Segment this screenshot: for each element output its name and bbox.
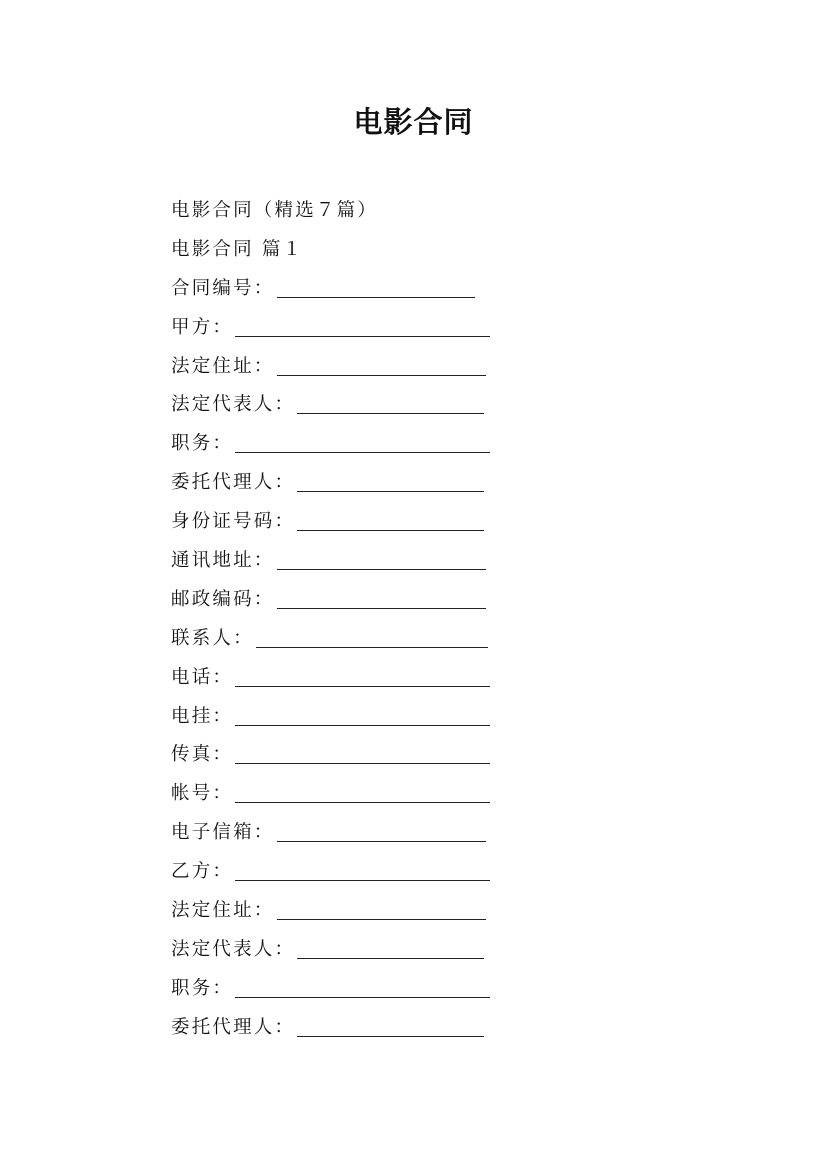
- field-label: 乙方：: [171, 861, 234, 883]
- form-field: [171, 892, 671, 931]
- fill-in-blank: [256, 646, 488, 648]
- form-field: [171, 659, 671, 698]
- fill-in-blank: [297, 490, 484, 492]
- form-field: [171, 464, 671, 503]
- form-field: [171, 620, 671, 659]
- form-field: [171, 853, 671, 892]
- fill-in-blank: [235, 685, 490, 687]
- fill-in-blank: [277, 374, 486, 376]
- field-label: 传真：: [171, 744, 234, 766]
- fill-in-blank: [297, 412, 484, 414]
- field-label: 职务：: [171, 977, 234, 999]
- fill-in-blank: [297, 529, 484, 531]
- field-label: 法定代表人：: [171, 938, 296, 960]
- field-label: 邮政编码：: [171, 588, 275, 610]
- field-label: 法定代表人：: [171, 394, 296, 416]
- fill-in-blank: [277, 607, 486, 609]
- collection-subtitle: 电影合同（精选７篇）: [171, 200, 379, 221]
- field-label: 法定住址：: [171, 900, 275, 922]
- field-label: 联系人：: [171, 627, 254, 649]
- field-label: 电挂：: [171, 705, 234, 727]
- fill-in-blank: [235, 801, 490, 803]
- field-label: 身份证号码：: [171, 511, 296, 533]
- field-label: 法定住址：: [171, 355, 275, 377]
- form-field: [171, 503, 671, 542]
- form-field: [171, 970, 671, 1009]
- field-label: 电话：: [171, 666, 234, 688]
- form-field: [171, 581, 671, 620]
- form-field: [171, 309, 671, 348]
- form-field: [171, 542, 671, 581]
- document-title: 电影合同: [353, 105, 474, 139]
- fill-in-blank: [235, 451, 490, 453]
- form-field: [171, 386, 671, 425]
- document-body: [171, 192, 671, 1048]
- fill-in-blank: [297, 957, 484, 959]
- fill-in-blank: [277, 840, 486, 842]
- field-label: 帐号：: [171, 783, 234, 805]
- form-field: [171, 698, 671, 737]
- form-field: [171, 348, 671, 387]
- form-field: [171, 814, 671, 853]
- form-field: [171, 931, 671, 970]
- form-field: [171, 425, 671, 464]
- fill-in-blank: [277, 918, 486, 920]
- field-label: 合同编号：: [171, 277, 275, 299]
- fill-in-blank: [235, 724, 490, 726]
- fill-in-blank: [235, 762, 490, 764]
- form-field: [171, 270, 671, 309]
- fill-in-blank: [235, 335, 490, 337]
- section-heading: 电影合同 篇１: [171, 238, 304, 260]
- fill-in-blank: [277, 296, 475, 298]
- fill-in-blank: [235, 879, 490, 881]
- field-label: 委托代理人：: [171, 1016, 296, 1038]
- field-label: 职务：: [171, 433, 234, 455]
- field-label: 委托代理人：: [171, 472, 296, 494]
- fill-in-blank: [235, 996, 490, 998]
- fill-in-blank: [277, 568, 486, 570]
- field-label: 甲方：: [171, 316, 234, 338]
- field-label: 通讯地址：: [171, 550, 275, 572]
- field-label: 电子信箱：: [171, 822, 275, 844]
- form-field: [171, 1009, 671, 1048]
- form-field: [171, 736, 671, 775]
- form-field: [171, 775, 671, 814]
- fill-in-blank: [297, 1035, 484, 1037]
